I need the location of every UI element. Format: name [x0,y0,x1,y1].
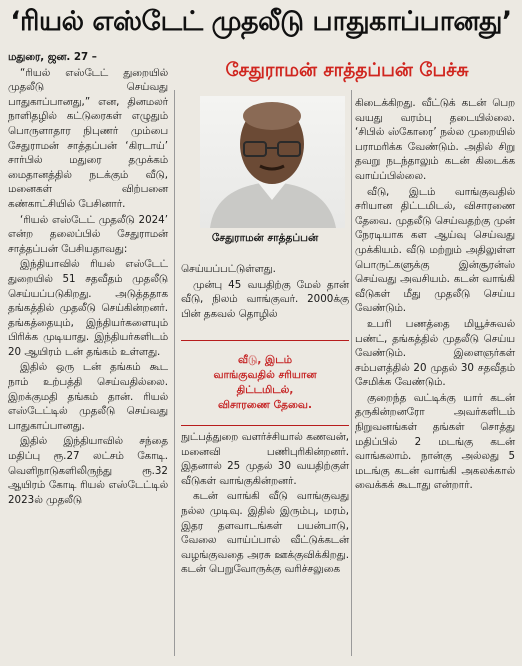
photo-caption: சேதுராமன் சாத்தப்பன் [211,232,319,244]
paragraph: செய்யப்பட்டுள்ளது. [181,263,276,275]
column-divider [351,90,352,656]
pull-quote-line: வீடு, இடம் [237,354,293,366]
paragraph: உபரி பணத்தை மியூச்சுவல் பண்ட், தங்கத்தில் முதலீடு செய்ய வேண்டும். இளைஞர்கள் சம்பளத்தில் 20 முதல் 30 சதவீதம் சேமிக்க வேண்டும். [355,317,515,389]
paragraph: நுட்பத்துறை வளர்ச்சியால் கணவன், மனைவி பணிபுரிகின்றனர். இதனால் 25 முதல் 30 வயதிற்குள் வீடுகள் வாங்குகின்றனர். [181,431,349,487]
article-column-2-bottom [181,430,349,578]
paragraph: குறைந்த வட்டிக்கு யார் கடன் தருகின்றனரோ அவர்களிடம் நிறுவனங்கள் தங்கள் சொத்து மதிப்பில் 2 மடங்கு கடன் வாங்கலாம். நான்கு அல்லது 5 மடங்கு கடன் வாங்கி அகலக்கால் வைக்கக் கூடாது என்றார். [355,391,515,492]
paragraph: ‘ரியல் எஸ்டேட் முதலீடு 2024’ என்ற தலைப்பில் சேதுராமன் சாத்தப்பன் பேசியதாவது: [8,213,168,255]
pull-quote-line: வாங்குவதில் சரியான [213,369,317,381]
paragraph: இதில் ஒரு டன் தங்கம் கூட நாம் உற்பத்தி செய்வதில்லை. இறக்குமதி தங்கம் தான். ரியல் எஸ்டேட்டில் முதலீடு செய்வது பாதுகாப்பானது. [8,361,168,432]
portrait-photo [200,96,345,228]
paragraph: கிடைக்கிறது. வீட்டுக் கடன் பெற வயது வரம்பு தடையில்லை. ‘சிபில் ஸ்கோரை’ நல்ல முறையில் பராமரிக்க வேண்டும். அதில் சிறு தவறு நடந்தாலும் கடன் கிடைக்க வாய்ப்பில்லை. [355,97,515,182]
article-column-2-top [181,262,349,322]
subheadline: சேதுராமன் சாத்தப்பன் பேச்சு [225,59,469,81]
paragraph: வீடு, இடம் வாங்குவதில் சரியான திட்டமிடல், விசாரணை தேவை. முதலீடு செய்வதற்கு முன் நேரடியாக கள ஆய்வு செய்வது முக்கியம். வீடு மற்றும் அதிலுள்ள பொருட்களுக்கு இன்சூரன்ஸ் செய்வது அவசியம். கடன் வாங்கி வீடுகள் மீது முதலீடு செய்ய வேண்டும். [355,185,515,315]
headline: ‘ரியல் எஸ்டேட் முதலீடு பாதுகாப்பானது’ [10,5,512,37]
dateline: மதுரை, ஜன. 27 – [8,51,97,63]
pull-quote-line: விசாரணை தேவை. [218,399,312,411]
pull-quote [181,340,349,426]
paragraph: கடன் வாங்கி வீடு வாங்குவது நல்ல முடிவு. இதில் இரும்பு, மரம், இதர தளவாடங்கள் பயன்பாடு, வேலை வாய்ப்பால் வீட்டுக்கடன் வழங்குவதை அரசு ஊக்குவிக்கிறது. கடன் பெறுவோருக்கு வரிச்சலுகை [181,490,349,576]
article-column-1 [8,50,168,508]
paragraph: “ரியல் எஸ்டேட் துறையில் முதலீடு செய்வது பாதுகாப்பானது,” என, தினமலர் நாளிதழில் கட்டுரைகள் எழுதும் பொருளாதார நிபுணர் மும்பை சேதுராமன் சாத்தப்பன் ‘கிரடாய்’ சார்பில் மதுரை தமுக்கம் மைதானத்தில் நடக்கும் வீடு, மனைகள் விற்பனை கண்காட்சியில் பேசினார். [8,66,168,210]
paragraph: இதில் இந்தியாவில் சந்தை மதிப்பு ரூ.27 லட்சம் கோடி. வெளிநாடுகளிலிருந்து ரூ.32 ஆயிரம் கோடி ரியல் எஸ்டேட்டில் 2023ல் முதலீடு [8,435,168,506]
paragraph: முன்பு 45 வயதிற்கு மேல் தான் வீடு, நிலம் வாங்குவர். 2000க்கு பின் தகவல் தொழில் [181,278,349,320]
paragraph: இந்தியாவில் ரியல் எஸ்டேட் துறையில் 51 சதவீதம் முதலீடு செய்யப்படுகிறது. அடுத்ததாக தங்கத்தில் முதலீடு செய்கின்றனர். தங்கத்தையும், இந்தியர்களையும் பிரிக்க முடியாது. இந்தியர்களிடம் 20 ஆயிரம் டன் தங்கம் உள்ளது. [8,258,168,358]
article-column-3 [355,96,515,494]
pull-quote-line: திட்டமிடல், [236,384,294,396]
column-divider [174,90,175,656]
